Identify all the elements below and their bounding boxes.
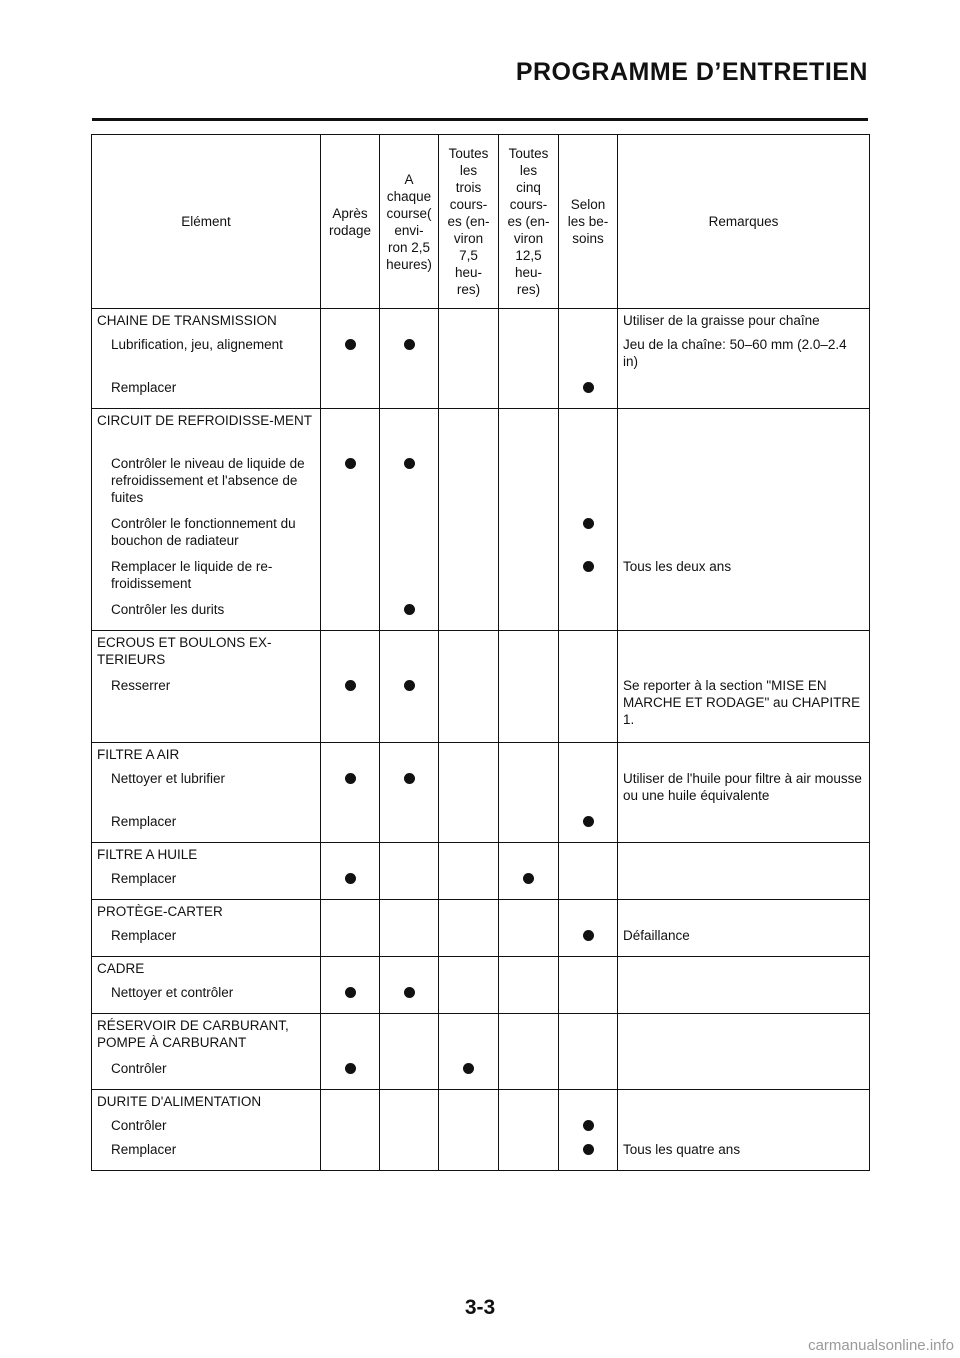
remark-text (618, 512, 869, 555)
mark-slot (321, 674, 379, 734)
mark-slot (321, 810, 379, 834)
remark-text (618, 598, 869, 622)
mark-slot (439, 333, 498, 376)
group-spacer (439, 957, 498, 981)
group-spacer (559, 409, 617, 452)
mark-slot (559, 452, 617, 512)
task-label: Nettoyer et lubrifier (111, 771, 226, 786)
cell-padding (92, 834, 320, 842)
mark-slot (559, 555, 617, 598)
group-remark (618, 957, 869, 981)
group-remark (618, 843, 869, 867)
mark-slot (559, 674, 617, 734)
interval-cell (499, 309, 559, 409)
column-header-every-three-races: Toutes les trois cours- es (en- viron 7,5 heu- res) (439, 135, 499, 309)
mark-slot (380, 674, 438, 734)
item-cell (92, 631, 321, 743)
mark-slot (499, 810, 558, 834)
table-row (92, 309, 870, 409)
task-label: Remplacer (111, 928, 177, 943)
interval-cell (380, 631, 439, 743)
column-header-element: Elément (92, 135, 321, 309)
group-spacer (321, 309, 379, 333)
interval-cell (559, 631, 618, 743)
remark-text (618, 1057, 869, 1081)
group-spacer (380, 1014, 438, 1057)
bullet-mark-icon (345, 773, 356, 784)
mark-slot (559, 981, 617, 1005)
group-title: CIRCUIT DE REFROIDISSE-MENT (97, 413, 313, 428)
item-cell (92, 1014, 321, 1090)
interval-cell (499, 900, 559, 957)
group-spacer (559, 743, 617, 767)
page-number: 3-3 (464, 1296, 496, 1319)
mark-slot (439, 674, 498, 734)
table-header-row (92, 135, 870, 309)
mark-slot (380, 555, 438, 598)
task-label: Remplacer (111, 871, 177, 886)
remark-text (618, 452, 869, 512)
interval-cell (559, 900, 618, 957)
group-spacer (380, 843, 438, 867)
interval-cell (499, 957, 559, 1014)
bullet-mark-icon (404, 987, 415, 998)
bullet-mark-icon (345, 987, 356, 998)
bullet-mark-icon (404, 773, 415, 784)
mark-slot (559, 867, 617, 891)
group-title: PROTÈGE-CARTER (97, 904, 223, 919)
table-row (92, 843, 870, 900)
column-header-every-five-races: Toutes les cinq cours- es (en- viron 12,5 heu- res) (499, 135, 559, 309)
bullet-mark-icon (345, 680, 356, 691)
mark-slot (559, 333, 617, 376)
interval-cell (439, 1014, 499, 1090)
task-label: Lubrification, jeu, alignement (111, 337, 283, 352)
item-cell (92, 409, 321, 631)
mark-slot (499, 1114, 558, 1138)
mark-slot (321, 598, 379, 622)
item-cell (92, 309, 321, 409)
group-spacer (439, 309, 498, 333)
group-spacer (499, 1014, 558, 1057)
group-spacer (559, 957, 617, 981)
interval-cell (321, 631, 380, 743)
interval-cell (380, 1014, 439, 1090)
interval-cell (439, 843, 499, 900)
mark-slot (499, 867, 558, 891)
task-label: Nettoyer et contrôler (111, 985, 234, 1000)
mark-slot (439, 452, 498, 512)
group-title: DURITE D'ALIMENTATION (97, 1094, 262, 1109)
group-spacer (439, 631, 498, 674)
item-cell (92, 743, 321, 843)
task-label: Remplacer le liquide de re-froidissement (111, 559, 273, 591)
interval-cell (559, 743, 618, 843)
mark-slot (380, 376, 438, 400)
interval-cell (380, 1090, 439, 1171)
remarks-cell (618, 957, 870, 1014)
group-spacer (321, 843, 379, 867)
mark-slot (380, 1138, 438, 1162)
remark-text: Se reporter à la section "MISE EN MARCHE ET RODAGE" au CHAPITRE 1. (623, 678, 861, 727)
remark-text (618, 376, 869, 400)
mark-slot (499, 674, 558, 734)
task-label: Remplacer (111, 380, 177, 395)
remarks-cell (618, 631, 870, 743)
mark-slot (499, 333, 558, 376)
group-spacer (321, 743, 379, 767)
group-spacer (321, 1090, 379, 1114)
group-spacer (499, 1090, 558, 1114)
table-row (92, 743, 870, 843)
mark-slot (439, 767, 498, 810)
mark-slot (321, 1057, 379, 1081)
column-header-as-required: Selon les be- soins (559, 135, 618, 309)
mark-slot (439, 1114, 498, 1138)
group-spacer (559, 309, 617, 333)
cell-padding (92, 948, 320, 956)
interval-cell (439, 309, 499, 409)
task-label: Contrôler (111, 1118, 167, 1133)
mark-slot (559, 810, 617, 834)
cell-padding (92, 622, 320, 630)
bullet-mark-icon (345, 458, 356, 469)
group-remark (618, 1090, 869, 1114)
interval-cell (321, 843, 380, 900)
mark-slot (380, 333, 438, 376)
watermark: carmanualsonline.info (808, 1337, 954, 1354)
task-label: Resserrer (111, 678, 171, 693)
mark-slot (380, 598, 438, 622)
mark-slot (380, 512, 438, 555)
mark-slot (499, 767, 558, 810)
group-spacer (321, 631, 379, 674)
interval-cell (559, 843, 618, 900)
interval-cell (499, 1014, 559, 1090)
column-header-after-break-in: Après rodage (321, 135, 380, 309)
mark-slot (321, 376, 379, 400)
interval-cell (439, 409, 499, 631)
page-title: PROGRAMME D’ENTRETIEN (515, 58, 868, 86)
table-row (92, 900, 870, 957)
group-spacer (559, 631, 617, 674)
task-label: Contrôler le fonctionnement du bouchon de radiateur (111, 516, 296, 548)
mark-slot (499, 1057, 558, 1081)
group-remark (618, 1014, 869, 1057)
remark-text: Utiliser de l'huile pour filtre à air mousse ou une huile équivalente (623, 771, 862, 803)
interval-cell (559, 957, 618, 1014)
remark-text: Tous les quatre ans (623, 1142, 741, 1157)
mark-slot (559, 598, 617, 622)
group-spacer (439, 1090, 498, 1114)
task-label: Contrôler les durits (111, 602, 225, 617)
mark-slot (559, 512, 617, 555)
interval-cell (499, 743, 559, 843)
column-header-every-race: A chaque course( envi- ron 2,5 heures) (380, 135, 439, 309)
cell-padding (92, 734, 320, 742)
bullet-mark-icon (404, 680, 415, 691)
bullet-mark-icon (345, 873, 356, 884)
interval-cell (321, 309, 380, 409)
item-cell (92, 900, 321, 957)
mark-slot (439, 810, 498, 834)
mark-slot (321, 767, 379, 810)
interval-cell (321, 409, 380, 631)
group-spacer (439, 843, 498, 867)
bullet-mark-icon (523, 873, 534, 884)
bullet-mark-icon (583, 561, 594, 572)
group-spacer (380, 900, 438, 924)
group-spacer (380, 309, 438, 333)
mark-slot (559, 1114, 617, 1138)
remark-text: Tous les deux ans (623, 559, 732, 574)
group-spacer (380, 631, 438, 674)
group-spacer (380, 957, 438, 981)
table-body (92, 309, 870, 1171)
mark-slot (559, 1057, 617, 1081)
task-label: Remplacer (111, 1142, 177, 1157)
remark-text: Jeu de la chaîne: 50–60 mm (2.0–2.4 in) (623, 337, 847, 369)
interval-cell (380, 409, 439, 631)
group-spacer (559, 900, 617, 924)
interval-cell (321, 1090, 380, 1171)
group-spacer (499, 309, 558, 333)
interval-cell (499, 409, 559, 631)
group-spacer (321, 1014, 379, 1057)
bullet-mark-icon (583, 382, 594, 393)
mark-slot (321, 1114, 379, 1138)
interval-cell (439, 1090, 499, 1171)
mark-slot (499, 555, 558, 598)
mark-slot (559, 924, 617, 948)
bullet-mark-icon (583, 1144, 594, 1155)
remarks-cell (618, 309, 870, 409)
remark-text (618, 1114, 869, 1138)
cell-padding (92, 891, 320, 899)
cell-padding (92, 1005, 320, 1013)
group-remark (618, 900, 869, 924)
group-spacer (499, 957, 558, 981)
mark-slot (380, 867, 438, 891)
column-header-remarks: Remarques (618, 135, 870, 309)
task-label: Contrôler le niveau de liquide de refroidissement et l'absence de fuites (111, 456, 305, 505)
interval-cell (559, 1014, 618, 1090)
task-label: Remplacer (111, 814, 177, 829)
table-row (92, 631, 870, 743)
cell-padding (92, 1081, 320, 1089)
group-spacer (321, 409, 379, 452)
group-spacer (559, 843, 617, 867)
interval-cell (499, 1090, 559, 1171)
mark-slot (439, 598, 498, 622)
group-spacer (439, 900, 498, 924)
group-title: FILTRE A HUILE (97, 847, 198, 862)
mark-slot (439, 512, 498, 555)
mark-slot (439, 981, 498, 1005)
mark-slot (321, 1138, 379, 1162)
mark-slot (499, 452, 558, 512)
mark-slot (439, 924, 498, 948)
remarks-cell (618, 900, 870, 957)
mark-slot (321, 867, 379, 891)
mark-slot (380, 452, 438, 512)
interval-cell (380, 843, 439, 900)
bullet-mark-icon (583, 930, 594, 941)
interval-cell (439, 900, 499, 957)
group-remark (618, 409, 869, 452)
mark-slot (380, 981, 438, 1005)
bullet-mark-icon (345, 1063, 356, 1074)
group-spacer (499, 743, 558, 767)
interval-cell (499, 843, 559, 900)
group-spacer (499, 843, 558, 867)
bullet-mark-icon (404, 458, 415, 469)
title-rule (92, 118, 868, 121)
bullet-mark-icon (583, 816, 594, 827)
interval-cell (559, 409, 618, 631)
bullet-mark-icon (404, 604, 415, 615)
group-spacer (439, 409, 498, 452)
remarks-cell (618, 1014, 870, 1090)
remark-text: Défaillance (623, 928, 690, 943)
table-row (92, 957, 870, 1014)
maintenance-schedule-table (91, 134, 870, 1171)
task-label: Contrôler (111, 1061, 167, 1076)
mark-slot (499, 924, 558, 948)
mark-slot (499, 376, 558, 400)
interval-cell (380, 743, 439, 843)
group-spacer (439, 743, 498, 767)
group-spacer (559, 1090, 617, 1114)
mark-slot (439, 1138, 498, 1162)
mark-slot (559, 767, 617, 810)
mark-slot (380, 767, 438, 810)
cell-padding (92, 400, 320, 408)
group-title: CADRE (97, 961, 145, 976)
mark-slot (499, 981, 558, 1005)
remarks-cell (618, 409, 870, 631)
remark-text (618, 810, 869, 834)
group-spacer (380, 409, 438, 452)
interval-cell (380, 900, 439, 957)
table-row (92, 409, 870, 631)
cell-padding (92, 1162, 320, 1170)
group-spacer (321, 957, 379, 981)
interval-cell (321, 900, 380, 957)
mark-slot (321, 512, 379, 555)
interval-cell (321, 957, 380, 1014)
mark-slot (321, 555, 379, 598)
interval-cell (439, 631, 499, 743)
mark-slot (559, 1138, 617, 1162)
bullet-mark-icon (583, 518, 594, 529)
group-spacer (380, 1090, 438, 1114)
remarks-cell (618, 843, 870, 900)
group-spacer (559, 1014, 617, 1057)
interval-cell (559, 309, 618, 409)
group-spacer (499, 631, 558, 674)
remarks-cell (618, 1090, 870, 1171)
table-row (92, 1090, 870, 1171)
mark-slot (321, 924, 379, 948)
remark-text (618, 981, 869, 1005)
group-spacer (321, 900, 379, 924)
bullet-mark-icon (404, 339, 415, 350)
mark-slot (439, 867, 498, 891)
mark-slot (380, 810, 438, 834)
bullet-mark-icon (463, 1063, 474, 1074)
group-spacer (499, 900, 558, 924)
group-remark (618, 743, 869, 767)
group-spacer (499, 409, 558, 452)
group-title: CHAINE DE TRANSMISSION (97, 313, 277, 328)
group-remark (618, 631, 869, 674)
mark-slot (380, 1057, 438, 1081)
mark-slot (439, 1057, 498, 1081)
interval-cell (499, 631, 559, 743)
item-cell (92, 957, 321, 1014)
interval-cell (439, 957, 499, 1014)
item-cell (92, 1090, 321, 1171)
mark-slot (321, 981, 379, 1005)
interval-cell (559, 1090, 618, 1171)
interval-cell (439, 743, 499, 843)
interval-cell (321, 743, 380, 843)
mark-slot (499, 1138, 558, 1162)
mark-slot (439, 376, 498, 400)
group-title: RÉSERVOIR DE CARBURANT, POMPE À CARBURANT (97, 1018, 289, 1050)
remarks-cell (618, 743, 870, 843)
mark-slot (439, 555, 498, 598)
group-title: FILTRE A AIR (97, 747, 180, 762)
group-remark: Utiliser de la graisse pour chaîne (623, 313, 820, 328)
group-spacer (439, 1014, 498, 1057)
table-row (92, 1014, 870, 1090)
mark-slot (380, 924, 438, 948)
group-spacer (380, 743, 438, 767)
remark-text (618, 867, 869, 891)
mark-slot (499, 598, 558, 622)
interval-cell (380, 309, 439, 409)
mark-slot (380, 1114, 438, 1138)
mark-slot (499, 512, 558, 555)
bullet-mark-icon (583, 1120, 594, 1131)
group-title: ECROUS ET BOULONS EX-TERIEURS (97, 635, 272, 667)
item-cell (92, 843, 321, 900)
mark-slot (559, 376, 617, 400)
interval-cell (380, 957, 439, 1014)
mark-slot (321, 333, 379, 376)
bullet-mark-icon (345, 339, 356, 350)
mark-slot (321, 452, 379, 512)
interval-cell (321, 1014, 380, 1090)
